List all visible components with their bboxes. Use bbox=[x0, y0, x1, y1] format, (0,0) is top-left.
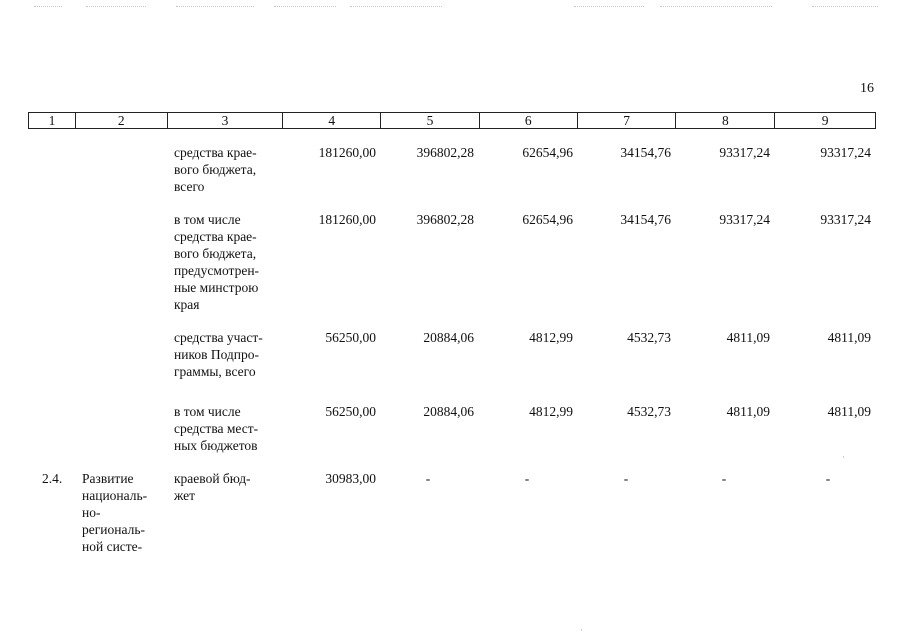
value-col-5: 20884,06 bbox=[423, 330, 474, 345]
value-col-9: 93317,24 bbox=[820, 145, 871, 160]
value-col-4: 56250,00 bbox=[325, 330, 376, 345]
scan-artifact bbox=[574, 6, 644, 7]
value-col-6: - bbox=[524, 471, 530, 486]
description-line: вого бюджета, bbox=[174, 246, 257, 261]
column-header-6: 6 bbox=[480, 113, 578, 128]
scan-artifact bbox=[176, 6, 254, 7]
section-number: 2.4. bbox=[42, 471, 63, 486]
section-name-line: ной систе- bbox=[82, 539, 143, 554]
row-description bbox=[174, 211, 276, 313]
description-line: жет bbox=[174, 488, 196, 503]
description-line: края bbox=[174, 297, 200, 312]
page-number: 16 bbox=[860, 81, 874, 96]
scan-artifact bbox=[34, 6, 62, 7]
column-header-9: 9 bbox=[821, 113, 829, 128]
scan-artifact bbox=[350, 6, 442, 7]
description-line: в том числе bbox=[174, 212, 241, 227]
value-col-7: 4532,73 bbox=[627, 330, 671, 345]
value-col-7: 4532,73 bbox=[627, 404, 671, 419]
scan-artifact bbox=[660, 6, 772, 7]
column-header-7: 7 bbox=[578, 113, 677, 128]
scan-artifact bbox=[274, 6, 336, 7]
description-line: вого бюджета, bbox=[174, 162, 257, 177]
value-col-8: 93317,24 bbox=[719, 212, 770, 227]
value-col-6: 4812,99 bbox=[529, 330, 573, 345]
row-description bbox=[174, 329, 276, 380]
value-col-9: 93317,24 bbox=[820, 212, 871, 227]
column-header-3: 3 bbox=[168, 113, 284, 128]
description-line: ников Подпро- bbox=[174, 347, 260, 362]
value-col-6: 62654,96 bbox=[522, 145, 573, 160]
section-name bbox=[82, 470, 164, 555]
scan-artifact bbox=[86, 6, 146, 7]
description-line: граммы, всего bbox=[174, 364, 256, 379]
description-line: средства участ- bbox=[174, 330, 263, 345]
value-col-8: 93317,24 bbox=[719, 145, 770, 160]
column-header-5: 5 bbox=[381, 113, 480, 128]
description-line: ных бюджетов bbox=[174, 438, 258, 453]
column-header-4: 4 bbox=[283, 113, 381, 128]
description-line: средства мест- bbox=[174, 421, 259, 436]
section-name-line: Развитие bbox=[82, 471, 134, 486]
description-line: предусмотрен- bbox=[174, 263, 260, 278]
scan-artifact bbox=[812, 6, 878, 7]
scan-artifact: · bbox=[580, 625, 583, 635]
value-col-7: - bbox=[623, 471, 629, 486]
section-name-line: но- bbox=[82, 505, 101, 520]
value-col-4: 181260,00 bbox=[318, 212, 376, 227]
section-name-line: националь- bbox=[82, 488, 148, 503]
description-line: в том числе bbox=[174, 404, 241, 419]
value-col-9: 4811,09 bbox=[827, 404, 871, 419]
column-header-8: 8 bbox=[676, 113, 775, 128]
value-col-7: 34154,76 bbox=[620, 212, 671, 227]
value-col-5: 396802,28 bbox=[416, 145, 474, 160]
value-col-8: 4811,09 bbox=[726, 404, 770, 419]
value-col-4: 181260,00 bbox=[318, 145, 376, 160]
description-line: всего bbox=[174, 179, 205, 194]
value-col-7: 34154,76 bbox=[620, 145, 671, 160]
row-description bbox=[174, 470, 276, 504]
value-col-8: 4811,09 bbox=[726, 330, 770, 345]
description-line: краевой бюд- bbox=[174, 471, 251, 486]
value-col-4: 30983,00 bbox=[325, 471, 376, 486]
value-col-5: 20884,06 bbox=[423, 404, 474, 419]
value-col-4: 56250,00 bbox=[325, 404, 376, 419]
row-description bbox=[174, 403, 276, 454]
scan-artifact: · bbox=[842, 452, 845, 462]
value-col-8: - bbox=[721, 471, 727, 486]
table-header-row bbox=[28, 112, 876, 129]
column-header-1: 1 bbox=[29, 113, 76, 128]
value-col-9: - bbox=[825, 471, 831, 486]
description-line: средства крае- bbox=[174, 229, 257, 244]
column-header-2: 2 bbox=[76, 113, 168, 128]
description-line: средства крае- bbox=[174, 145, 257, 160]
description-line: ные минстрою bbox=[174, 280, 259, 295]
row-description bbox=[174, 144, 276, 195]
value-col-5: - bbox=[425, 471, 431, 486]
section-name-line: региональ- bbox=[82, 522, 145, 537]
value-col-5: 396802,28 bbox=[416, 212, 474, 227]
value-col-9: 4811,09 bbox=[827, 330, 871, 345]
value-col-6: 4812,99 bbox=[529, 404, 573, 419]
value-col-6: 62654,96 bbox=[522, 212, 573, 227]
